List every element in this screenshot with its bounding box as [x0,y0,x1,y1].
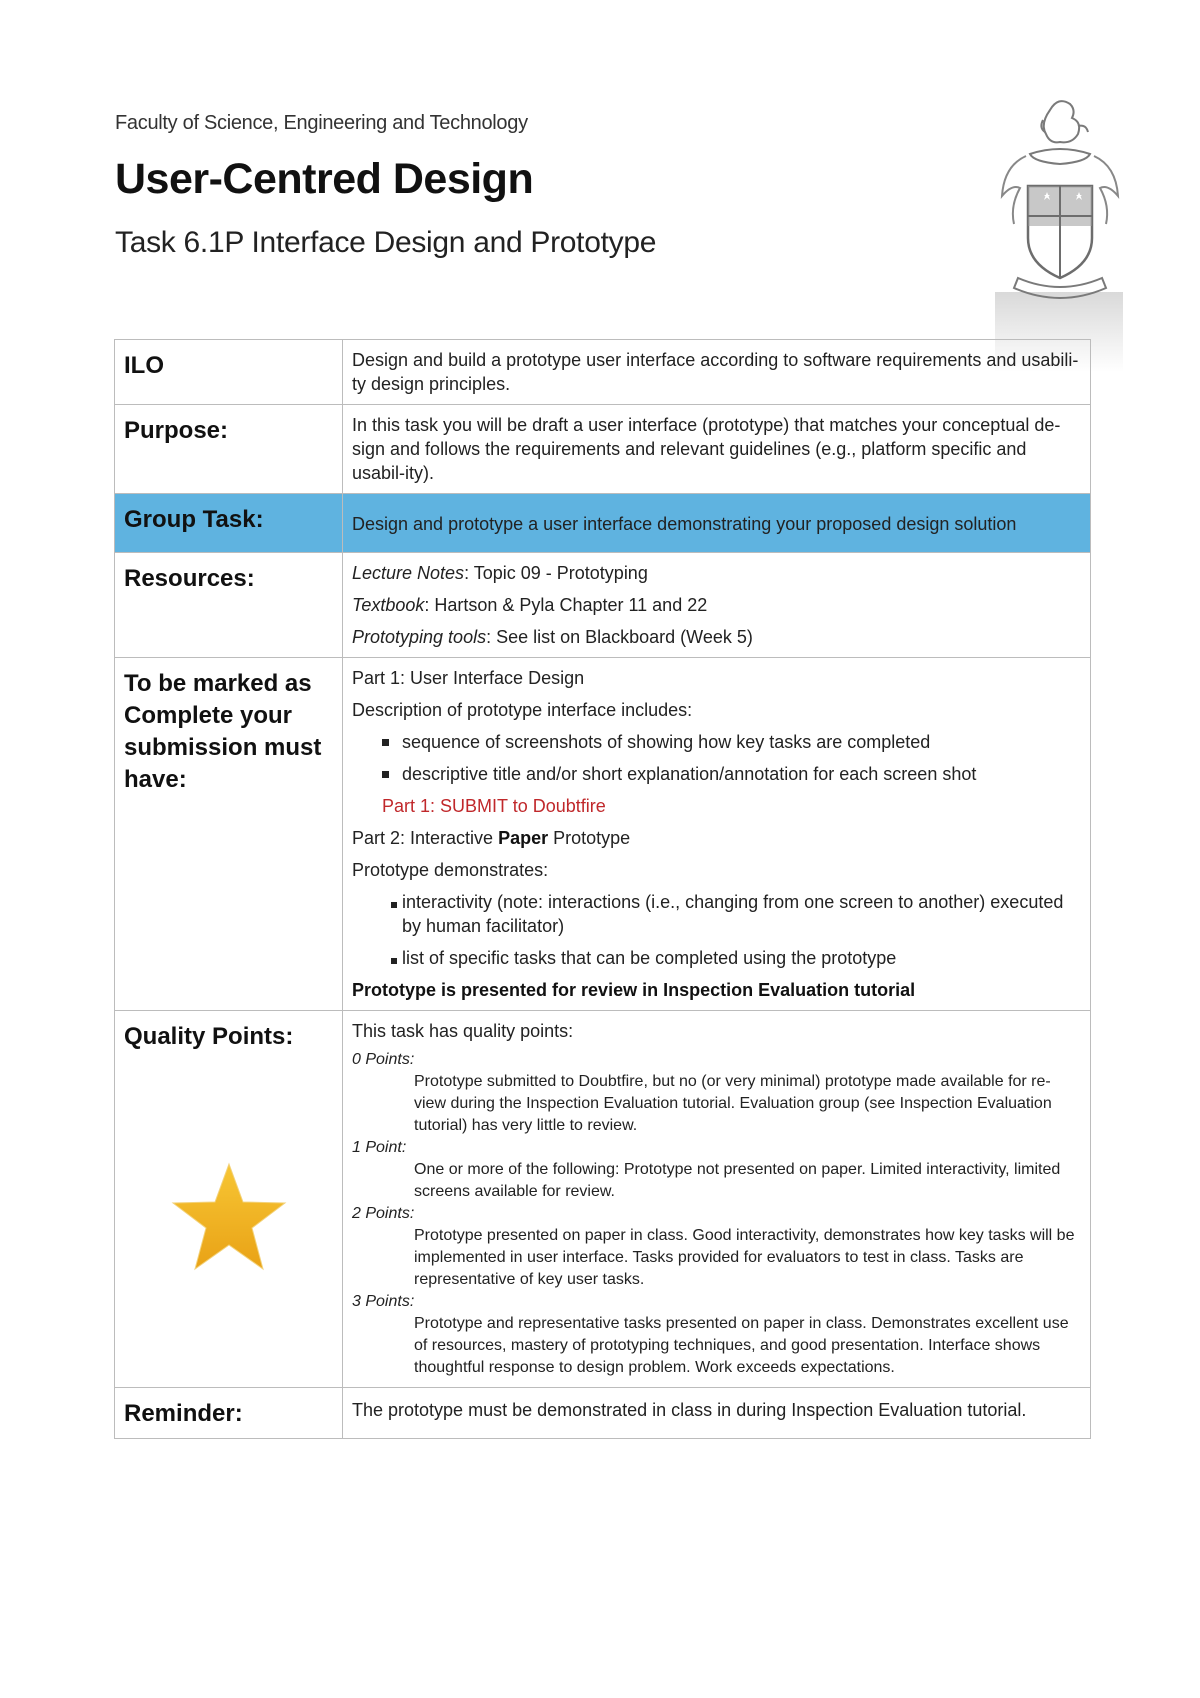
quality-level-head: 0 Points: [352,1051,415,1068]
reminder-label: Reminder: [115,1388,343,1439]
quality-level-body: Prototype and representative tasks presented on paper in class. Demonstrates excellent use of resources, mastery of prototyping techniques, and good presentation. Interface shows thoughtful response to design problem. Work exceeds expectations. [414,1315,1069,1376]
purpose-label: Purpose: [115,405,343,494]
completion-criteria-label: To be marked as Complete your submission must have: [115,658,343,1011]
page-title: User-Centred Design [115,155,534,203]
list-item: list of specific tasks that can be completed using the prototype [352,946,1080,970]
part1-title: Part 1: User Interface Design [352,668,585,688]
group-task-row [115,494,1091,553]
part2-footer: Prototype is presented for review in Inspection Evaluation tutorial [352,980,916,1000]
completion-criteria-row [115,658,1091,1011]
resource-item: Lecture Notes: Topic 09 - Prototyping [352,563,648,583]
university-crest-icon [990,92,1130,372]
group-task-text: Design and prototype a user interface demonstrating your proposed design solution [343,494,1091,553]
quality-level-head: 1 Point: [352,1139,407,1156]
quality-points-row [115,1011,1091,1388]
ilo-label: ILO [115,340,343,405]
reminder-text: The prototype must be demonstrated in class in during Inspection Evaluation tutorial. [343,1388,1091,1439]
quality-level-body: One or more of the following: Prototype not presented on paper. Limited interactivity, limited screens available for review. [414,1161,1061,1200]
faculty-name: Faculty of Science, Engineering and Technology [115,112,528,134]
task-table [114,339,1091,1439]
ilo-row [115,340,1091,405]
part1-description: Description of prototype interface includes: [352,700,693,720]
quality-points-content [343,1011,1091,1388]
purpose-text: In this task you will be draft a user interface (prototype) that matches your conceptual de-sign and follows the requirements and relevant guidelines (e.g., platform specific and usabil-ity). [343,405,1091,494]
group-task-label: Group Task: [115,494,343,553]
list-item: interactivity (note: interactions (i.e., changing from one screen to another) executed by human facilitator) [352,890,1080,938]
quality-points-label-cell [115,1011,343,1388]
reminder-row [115,1388,1091,1439]
part1-submit-note: Part 1: SUBMIT to Doubtfire [382,796,606,816]
part2-title: Part 2: Interactive Paper Prototype [352,828,631,848]
quality-intro: This task has quality points: [352,1021,574,1041]
list-item: descriptive title and/or short explanation/annotation for each screen shot [352,762,1080,786]
star-icon [170,1161,288,1273]
quality-points-label: Quality Points: [124,1023,294,1050]
task-subtitle: Task 6.1P Interface Design and Prototype [115,226,657,259]
resources-label: Resources: [115,553,343,658]
resources-list [343,553,1091,658]
resource-item: Textbook: Hartson & Pyla Chapter 11 and 22 [352,595,708,615]
quality-level-head: 3 Points: [352,1293,415,1310]
part2-bullet-list [352,890,1080,970]
resource-item: Prototyping tools: See list on Blackboard (Week 5) [352,627,753,647]
quality-level-list [352,1049,1080,1379]
part1-bullet-list [352,730,1080,786]
part2-description: Prototype demonstrates: [352,860,549,880]
quality-level-head: 2 Points: [352,1205,415,1222]
completion-criteria-content [343,658,1091,1011]
list-item: sequence of screenshots of showing how key tasks are completed [352,730,1080,754]
purpose-row [115,405,1091,494]
resources-row [115,553,1091,658]
quality-level-body: Prototype submitted to Doubtfire, but no (or very minimal) prototype made available for re-view during the Inspection Evaluation tutorial. Evaluation group (see Inspection Evaluation tutorial) has very little to review. [414,1073,1052,1134]
quality-level-body: Prototype presented on paper in class. Good interactivity, demonstrates how key tasks will be implemented in user interface. Tasks provided for evaluators to test in class. Tasks are representative of key user tasks. [414,1227,1075,1288]
document-header [115,112,935,260]
ilo-text: Design and build a prototype user interface according to software requirements and usabili-ty design principles. [343,340,1091,405]
